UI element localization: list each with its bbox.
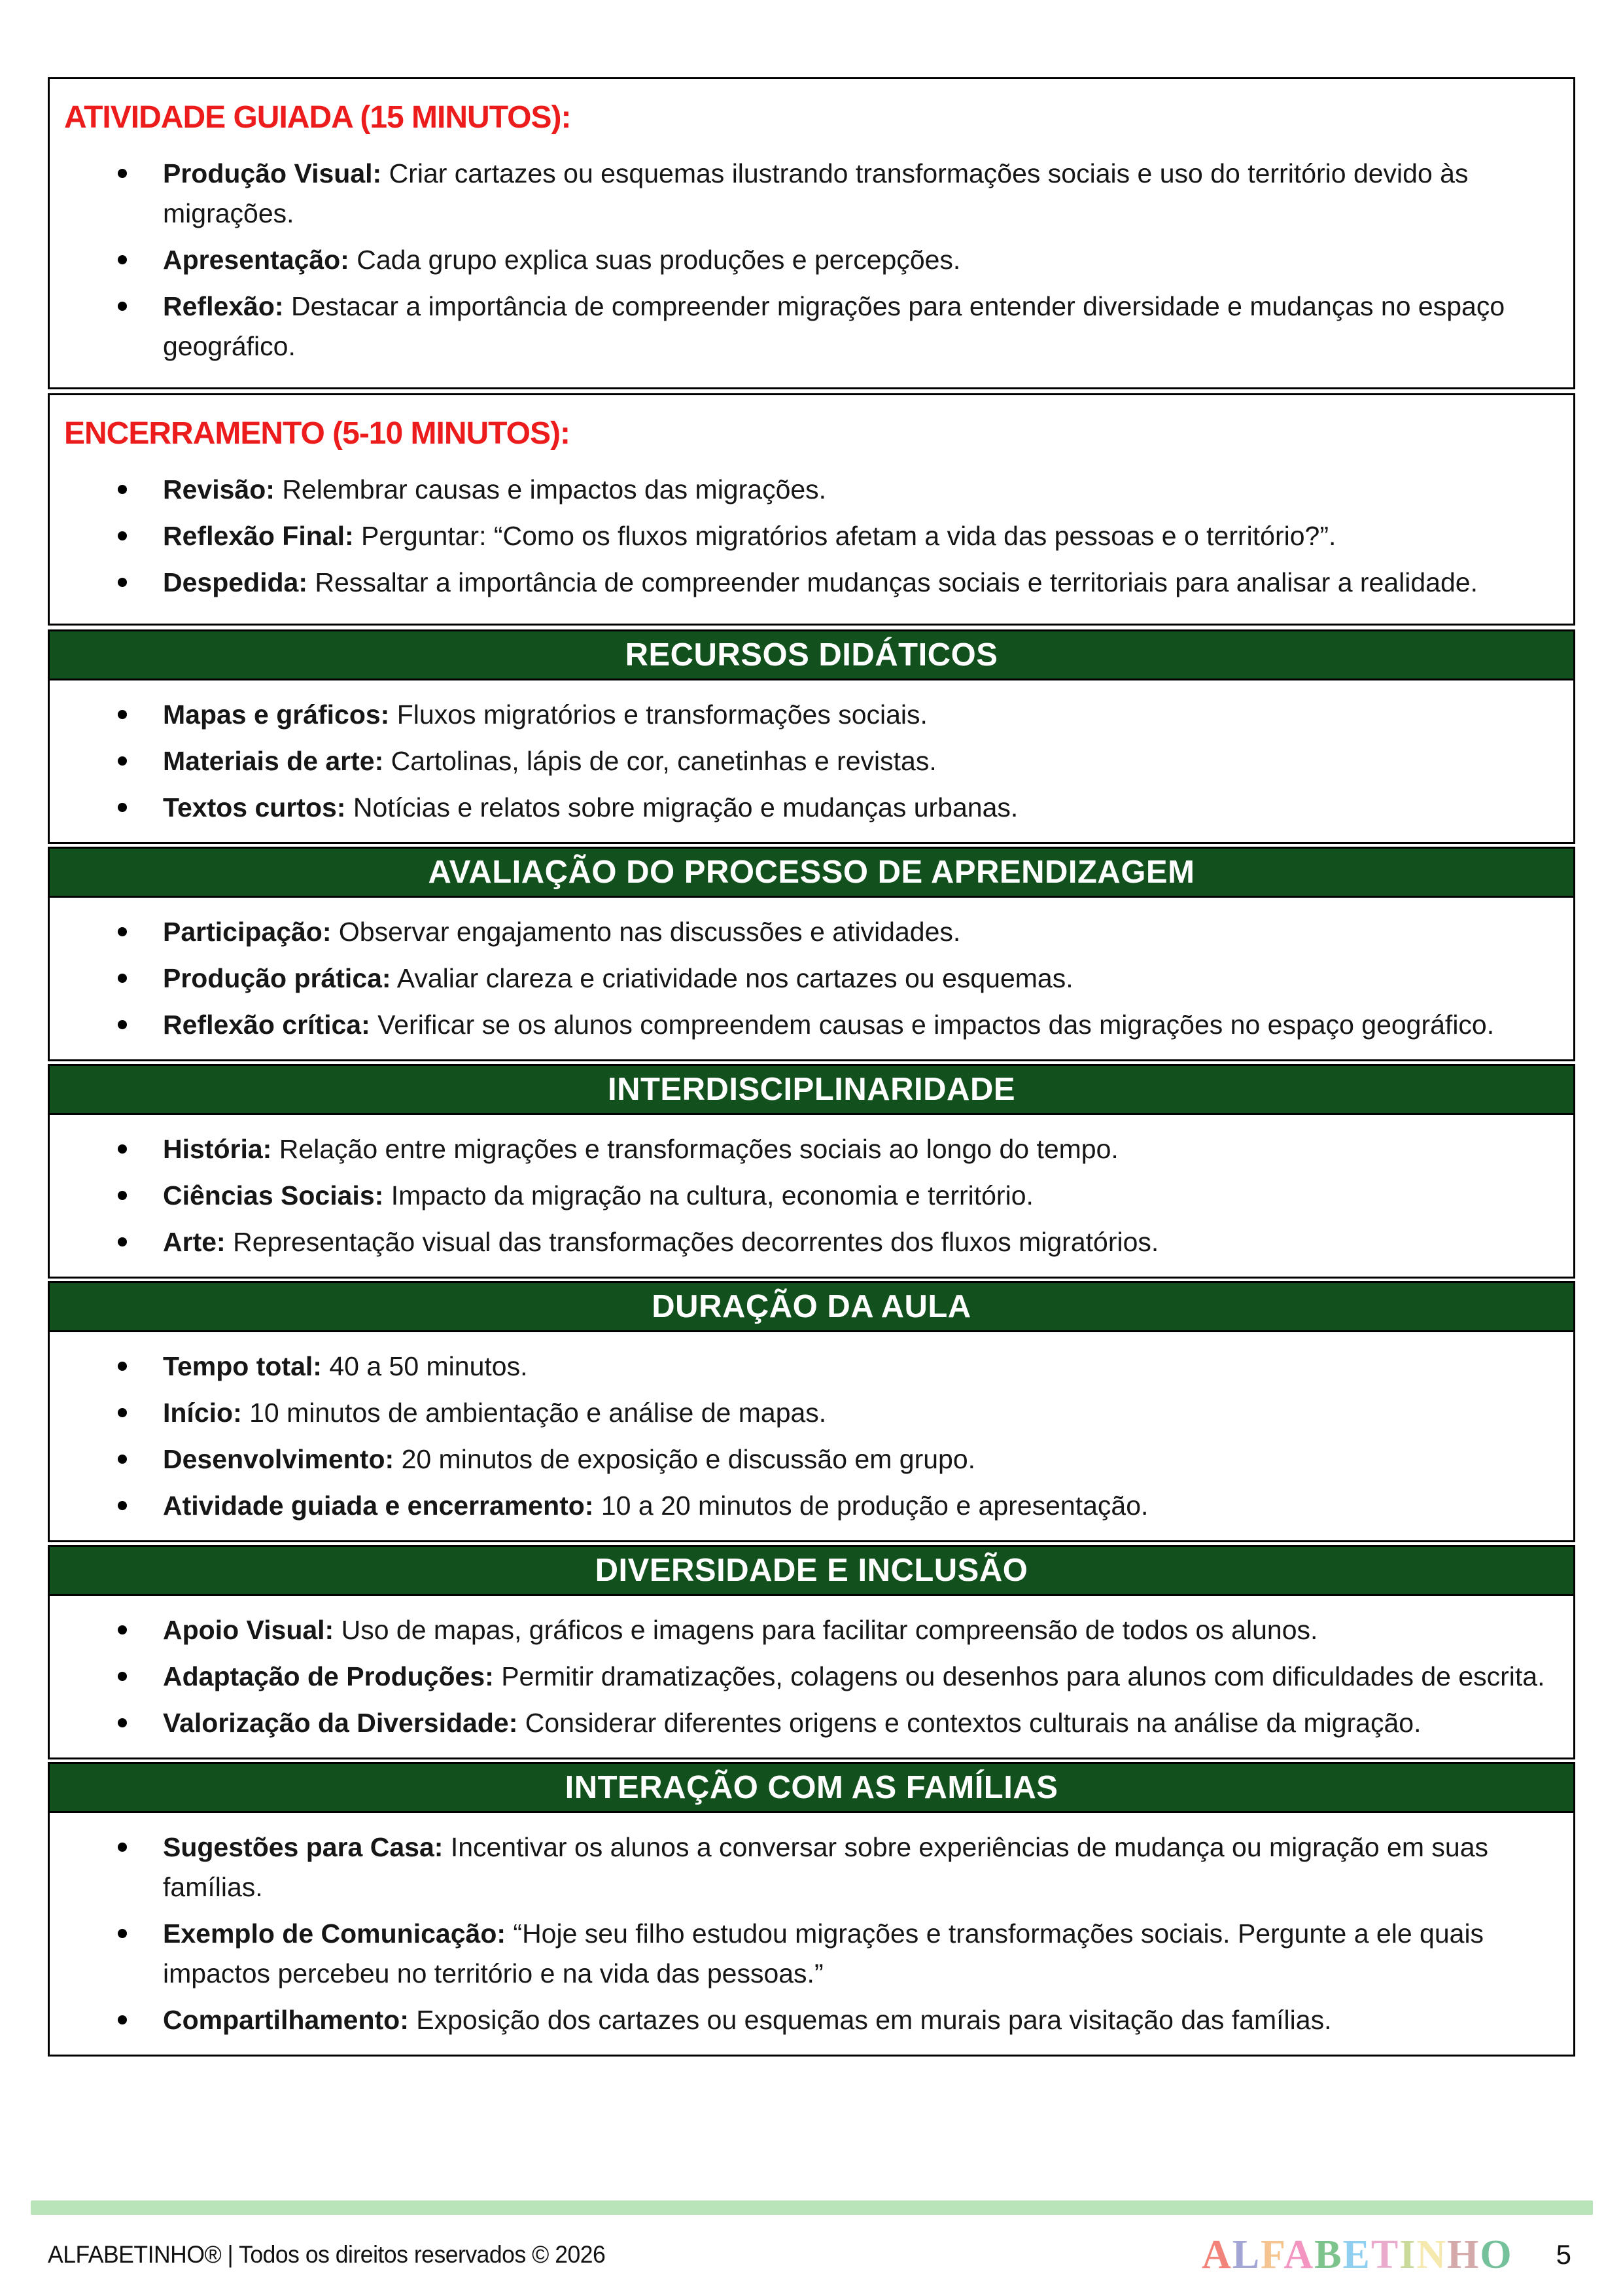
logo-letter: N [1416, 2233, 1448, 2277]
section-interdisciplinaridade [48, 1115, 1575, 1279]
bullet-item [64, 1005, 1551, 1045]
bullet-item [64, 695, 1551, 735]
bullet-item [64, 1393, 1551, 1433]
section-title-atividade-guiada: ATIVIDADE GUIADA (15 MINUTOS): [64, 100, 571, 135]
bullet-text: 10 a 20 minutos de produção e apresentação. [601, 1491, 1149, 1521]
bullet-label: Adaptação de Produções: [163, 1661, 494, 1691]
bullet-item [64, 741, 1551, 781]
bullet-label: Reflexão: [163, 291, 284, 321]
header-bar-title: INTERDISCIPLINARIDADE [607, 1071, 1016, 1107]
bullet-label: Início: [163, 1398, 242, 1428]
bullet-text: Cartolinas, lápis de cor, canetinhas e revistas. [391, 746, 937, 776]
bullet-list [64, 1347, 1551, 1526]
bullet-list [64, 695, 1551, 828]
bullet-item [64, 1610, 1551, 1650]
logo-letter: A [1201, 2233, 1232, 2277]
bullet-text: Destacar a importância de compreender migrações para entender diversidade e mudanças no espaço geográfico. [163, 291, 1505, 361]
header-bar-title: RECURSOS DIDÁTICOS [625, 637, 998, 673]
footer-row [48, 2234, 1575, 2282]
bullet-item [64, 240, 1551, 280]
section-title-encerramento: ENCERRAMENTO (5-10 MINUTOS): [64, 416, 570, 451]
bullet-item [64, 1222, 1551, 1262]
bullet-text: Impacto da migração na cultura, economia e território. [391, 1180, 1034, 1210]
bullet-item [64, 516, 1551, 556]
bullet-text: 20 minutos de exposição e discussão em grupo. [401, 1444, 976, 1474]
bullet-item [64, 1176, 1551, 1216]
page-footer [48, 2200, 1575, 2282]
bullet-text: Exposição dos cartazes ou esquemas em murais para visitação das famílias. [416, 2005, 1332, 2035]
bullet-item [64, 563, 1551, 603]
bullet-text: Observar engajamento nas discussões e atividades. [338, 917, 961, 947]
bullet-list [64, 1828, 1551, 2040]
logo-letter: I [1399, 2233, 1417, 2277]
bullet-text: Fluxos migratórios e transformações sociais. [396, 699, 928, 730]
bullet-text: 10 minutos de ambientação e análise de mapas. [249, 1398, 827, 1428]
logo-letter: A [1283, 2233, 1315, 2277]
section-duracao-da-aula [48, 1332, 1575, 1542]
bullet-text: Considerar diferentes origens e contextos culturais na análise da migração. [525, 1708, 1422, 1738]
bullet-text: Verificar se os alunos compreendem causas e impactos das migrações no espaço geográfico. [377, 1010, 1495, 1040]
bullet-list [64, 912, 1551, 1045]
section-interacao-com-as-familias [48, 1813, 1575, 2057]
bullet-list [64, 1610, 1551, 1743]
bullet-label: Reflexão crítica: [163, 1010, 370, 1040]
bullet-label: Participação: [163, 917, 332, 947]
section-recursos-didaticos [48, 680, 1575, 844]
bullet-text: Relação entre migrações e transformações sociais ao longo do tempo. [279, 1134, 1119, 1164]
bullet-text: Perguntar: “Como os fluxos migratórios afetam a vida das pessoas e o território?”. [361, 521, 1336, 551]
bullet-label: Desenvolvimento: [163, 1444, 394, 1474]
bullet-text: Uso de mapas, gráficos e imagens para facilitar compreensão de todos os alunos. [341, 1615, 1318, 1645]
bullet-list [64, 470, 1551, 603]
bullet-text: Notícias e relatos sobre migração e mudanças urbanas. [353, 792, 1019, 822]
bullet-label: Ciências Sociais: [163, 1180, 384, 1210]
bullet-label: Compartilhamento: [163, 2005, 409, 2035]
bullet-text: Relembrar causas e impactos das migrações. [282, 474, 827, 504]
bullet-item [64, 1347, 1551, 1386]
bullet-label: Sugestões para Casa: [163, 1832, 444, 1862]
header-bar-interdisciplinaridade [48, 1064, 1575, 1115]
bullet-item [64, 1657, 1551, 1697]
bullet-text: Representação visual das transformações decorrentes dos fluxos migratórios. [233, 1227, 1159, 1257]
bullet-text: Cada grupo explica suas produções e percepções. [357, 245, 961, 275]
bullet-item [64, 959, 1551, 998]
bullet-list [64, 1129, 1551, 1262]
page-number: 5 [1556, 2239, 1571, 2270]
bullet-item [64, 287, 1551, 366]
bullet-label: Reflexão Final: [163, 521, 354, 551]
bullet-label: Produção Visual: [163, 158, 382, 188]
bullet-item [64, 1486, 1551, 1526]
header-bar-recursos-didaticos [48, 629, 1575, 680]
logo-letter: T [1370, 2233, 1400, 2277]
header-bar-title: DURAÇÃO DA AULA [652, 1288, 971, 1324]
bullet-item [64, 154, 1551, 234]
bullet-text: Ressaltar a importância de compreender mudanças sociais e territoriais para analisar a realidade. [315, 567, 1478, 597]
bullet-item [64, 912, 1551, 952]
bullet-item [64, 470, 1551, 510]
header-bar-title: DIVERSIDADE E INCLUSÃO [595, 1552, 1028, 1588]
bullet-label: Valorização da Diversidade: [163, 1708, 518, 1738]
bullet-label: Despedida: [163, 567, 307, 597]
header-bar-interacao-com-as-familias [48, 1762, 1575, 1813]
header-bar-title: INTERAÇÃO COM AS FAMÍLIAS [565, 1769, 1058, 1805]
bullet-label: Textos curtos: [163, 792, 346, 822]
bullet-text: Avaliar clareza e criatividade nos cartazes ou esquemas. [396, 963, 1073, 993]
logo-letter: E [1342, 2233, 1371, 2277]
header-bar-diversidade-e-inclusao [48, 1545, 1575, 1596]
bullet-label: Arte: [163, 1227, 226, 1257]
bullet-label: Apresentação: [163, 245, 349, 275]
bullet-label: Produção prática: [163, 963, 391, 993]
bullet-text: Incentivar os alunos a conversar sobre experiências de mudança ou migração em suas famílias. [163, 1832, 1488, 1902]
section-encerramento [48, 393, 1575, 626]
logo-letter: B [1314, 2233, 1343, 2277]
bullet-label: Mapas e gráficos: [163, 699, 390, 730]
logo-letter: L [1232, 2233, 1261, 2277]
bullet-item [64, 1129, 1551, 1169]
bullet-item [64, 788, 1551, 828]
bullet-label: Atividade guiada e encerramento: [163, 1491, 594, 1521]
logo-letter: F [1261, 2233, 1284, 2277]
logo-letter: H [1447, 2233, 1480, 2277]
section-avaliacao [48, 898, 1575, 1061]
header-bar-duracao-da-aula [48, 1281, 1575, 1332]
bullet-item [64, 1828, 1551, 1907]
alfabetinho-logo [1202, 2234, 1513, 2275]
bullet-text: Criar cartazes ou esquemas ilustrando transformações sociais e uso do território devido às migrações. [163, 158, 1469, 228]
header-bar-title: AVALIAÇÃO DO PROCESSO DE APRENDIZAGEM [428, 854, 1195, 890]
bullet-item [64, 1703, 1551, 1743]
bullet-text: 40 a 50 minutos. [329, 1351, 528, 1381]
bullet-label: Apoio Visual: [163, 1615, 334, 1645]
bullet-label: História: [163, 1134, 272, 1164]
bullet-list [64, 154, 1551, 366]
section-diversidade-e-inclusao [48, 1596, 1575, 1759]
footer-accent-bar [31, 2200, 1593, 2215]
section-atividade-guiada [48, 77, 1575, 389]
bullet-label: Tempo total: [163, 1351, 322, 1381]
bullet-item [64, 1914, 1551, 1994]
logo-letter: O [1480, 2233, 1513, 2277]
bullet-text: “Hoje seu filho estudou migrações e transformações sociais. Pergunte a ele quais impactos percebeu no território e na vida das pessoas.” [163, 1918, 1484, 1988]
bullet-item [64, 1439, 1551, 1479]
bullet-item [64, 2000, 1551, 2040]
copyright-text: ALFABETINHO® | Todos os direitos reservados © 2026 [48, 2241, 606, 2268]
header-bar-avaliacao [48, 847, 1575, 898]
bullet-text: Permitir dramatizações, colagens ou desenhos para alunos com dificuldades de escrita. [501, 1661, 1545, 1691]
bullet-label: Materiais de arte: [163, 746, 384, 776]
bullet-label: Revisão: [163, 474, 275, 504]
bullet-label: Exemplo de Comunicação: [163, 1918, 506, 1949]
